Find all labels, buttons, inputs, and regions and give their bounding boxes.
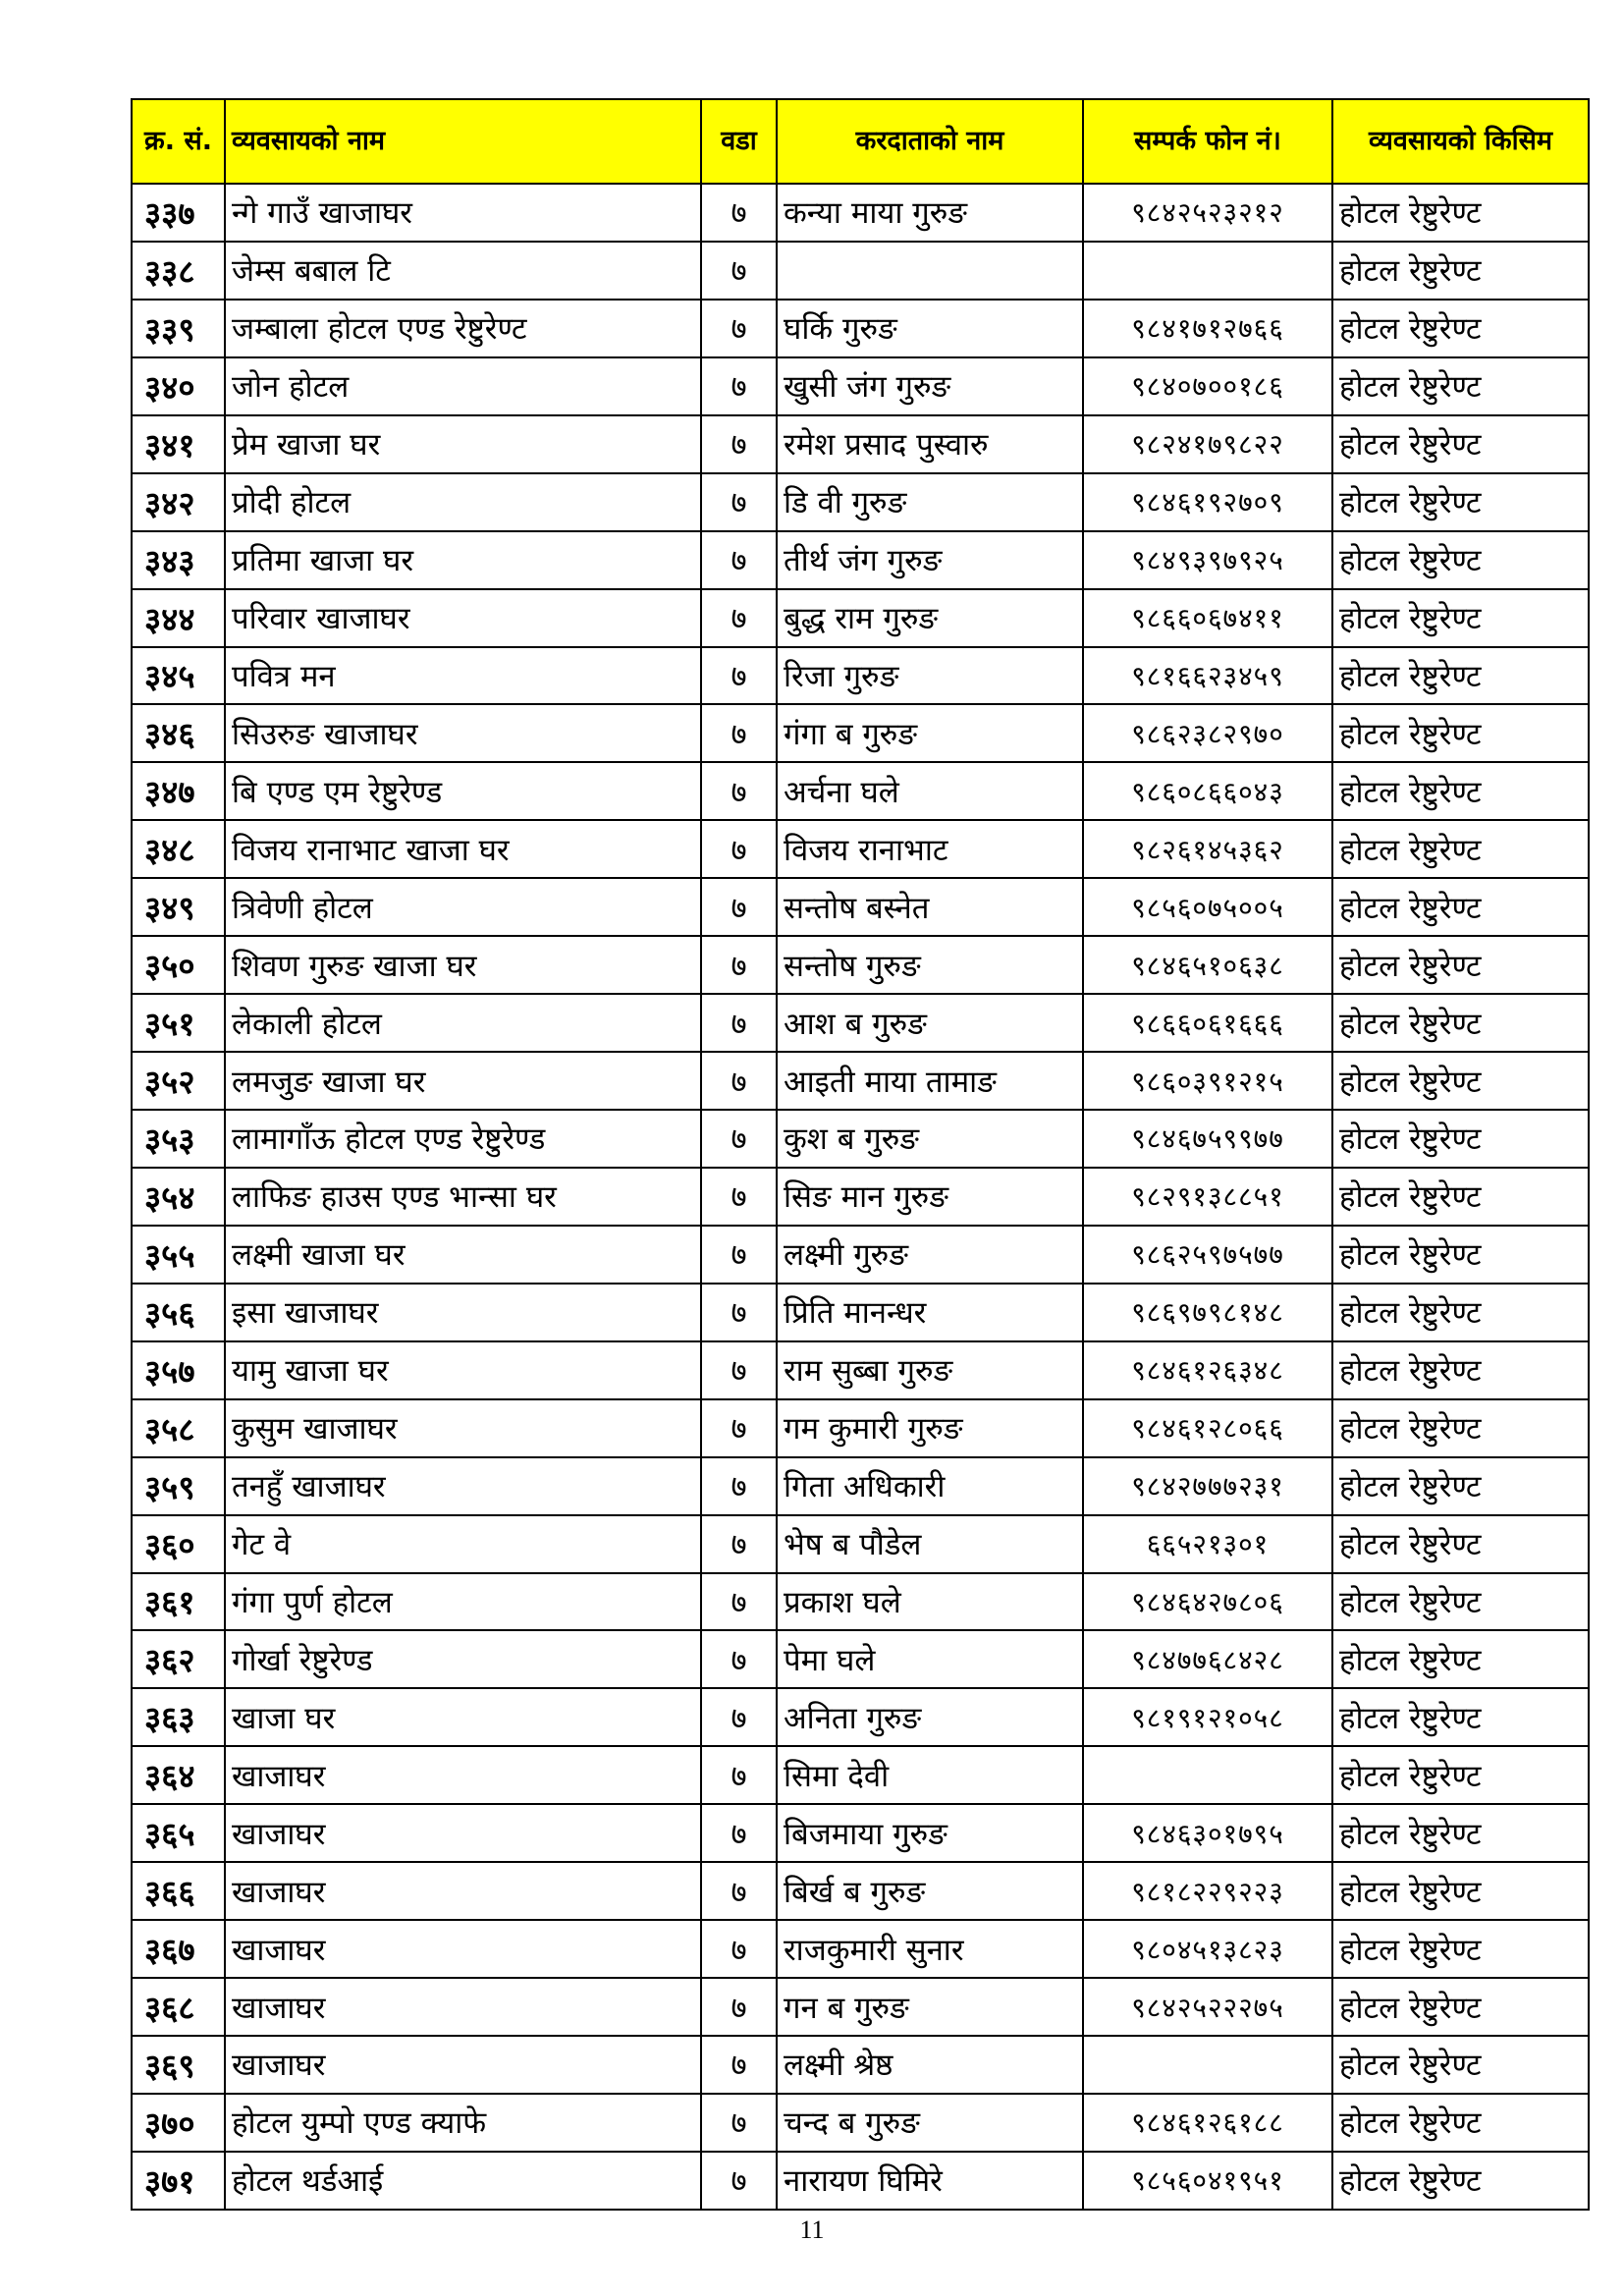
business-name-cell: लक्ष्मी खाजा घर — [225, 1226, 701, 1284]
table-row — [132, 415, 1589, 473]
phone-cell: ९८४६४२७८०६ — [1083, 1573, 1332, 1631]
business-name-cell: इसा खाजाघर — [225, 1284, 701, 1341]
ward-cell: ७ — [701, 357, 777, 415]
ward-cell: ७ — [701, 1920, 777, 1978]
business-name-cell: प्रेम खाजा घर — [225, 415, 701, 473]
business-type-cell: होटल रेष्टुरेण्ट — [1332, 820, 1589, 878]
business-name-cell: जोन होटल — [225, 357, 701, 415]
serial-number-cell: ३४५ — [132, 647, 225, 705]
ward-cell: ७ — [701, 473, 777, 531]
business-name-cell: परिवार खाजाघर — [225, 589, 701, 647]
ward-cell: ७ — [701, 936, 777, 994]
ward-cell: ७ — [701, 2036, 777, 2094]
phone-cell: ९८५६०७५००५ — [1083, 878, 1332, 936]
business-name-cell: होटल थर्डआई — [225, 2152, 701, 2210]
business-name-cell: प्रोदी होटल — [225, 473, 701, 531]
ward-cell: ७ — [701, 762, 777, 820]
ward-cell: ७ — [701, 242, 777, 300]
business-type-cell: होटल रेष्टुरेण्ट — [1332, 1920, 1589, 1978]
header-taxpayer-name: करदाताको नाम — [777, 99, 1083, 184]
serial-number-cell: ३६५ — [132, 1804, 225, 1862]
serial-number-cell: ३३८ — [132, 242, 225, 300]
phone-cell: ९८१८२२९२२३ — [1083, 1862, 1332, 1920]
ward-cell: ७ — [701, 1688, 777, 1746]
business-type-cell: होटल रेष्टुरेण्ट — [1332, 1978, 1589, 2036]
business-type-cell: होटल रेष्टुरेण्ट — [1332, 647, 1589, 705]
business-name-cell: गंगा पुर्ण होटल — [225, 1573, 701, 1631]
serial-number-cell: ३६९ — [132, 2036, 225, 2094]
table-row — [132, 820, 1589, 878]
taxpayer-name-cell: गिता अधिकारी — [777, 1457, 1083, 1515]
serial-number-cell: ३६८ — [132, 1978, 225, 2036]
header-sn: क्र. सं. — [132, 99, 225, 184]
table-row — [132, 242, 1589, 300]
ward-cell: ७ — [701, 1978, 777, 2036]
table-row — [132, 1515, 1589, 1573]
business-type-cell: होटल रेष्टुरेण्ट — [1332, 473, 1589, 531]
business-type-cell: होटल रेष्टुरेण्ट — [1332, 1688, 1589, 1746]
table-header — [132, 99, 1589, 184]
table-row — [132, 531, 1589, 589]
business-type-cell: होटल रेष्टुरेण्ट — [1332, 1168, 1589, 1226]
taxpayer-name-cell: डि वी गुरुङ — [777, 473, 1083, 531]
business-type-cell: होटल रेष्टुरेण्ट — [1332, 1804, 1589, 1862]
business-type-cell: होटल रेष्टुरेण्ट — [1332, 2094, 1589, 2152]
ward-cell: ७ — [701, 820, 777, 878]
taxpayer-name-cell: प्रिति मानन्धर — [777, 1284, 1083, 1341]
business-name-cell: खाजाघर — [225, 1804, 701, 1862]
ward-cell: ७ — [701, 1630, 777, 1688]
business-name-cell: लामागाँऊ होटल एण्ड रेष्टुरेण्ड — [225, 1110, 701, 1168]
taxpayer-name-cell: बिर्ख ब गुरुङ — [777, 1862, 1083, 1920]
table-row — [132, 1284, 1589, 1341]
table-body — [132, 184, 1589, 2210]
business-name-cell: होटल युम्पो एण्ड क्याफे — [225, 2094, 701, 2152]
serial-number-cell: ३५६ — [132, 1284, 225, 1341]
taxpayer-name-cell: राजकुमारी सुनार — [777, 1920, 1083, 1978]
taxpayer-name-cell: विजय रानाभाट — [777, 820, 1083, 878]
business-name-cell: त्रिवेणी होटल — [225, 878, 701, 936]
business-name-cell: खाजाघर — [225, 1920, 701, 1978]
phone-cell: ९८४६१२६१८८ — [1083, 2094, 1332, 2152]
phone-cell: ९८४६७५९९७७ — [1083, 1110, 1332, 1168]
phone-cell: ९८४०७००१८६ — [1083, 357, 1332, 415]
ward-cell: ७ — [701, 300, 777, 357]
taxpayer-name-cell: सन्तोष गुरुङ — [777, 936, 1083, 994]
header-row — [132, 99, 1589, 184]
ward-cell: ७ — [701, 415, 777, 473]
header-business-type: व्यवसायको किसिम — [1332, 99, 1589, 184]
serial-number-cell: ३५४ — [132, 1168, 225, 1226]
business-type-cell: होटल रेष्टुरेण्ट — [1332, 704, 1589, 762]
phone-cell: ९८६०८६६०४३ — [1083, 762, 1332, 820]
serial-number-cell: ३६४ — [132, 1746, 225, 1804]
business-name-cell: प्रतिमा खाजा घर — [225, 531, 701, 589]
business-name-cell: सिउरुङ खाजाघर — [225, 704, 701, 762]
business-type-cell: होटल रेष्टुरेण्ट — [1332, 415, 1589, 473]
table-row — [132, 1573, 1589, 1631]
serial-number-cell: ३३७ — [132, 184, 225, 242]
ward-cell: ७ — [701, 1457, 777, 1515]
taxpayer-name-cell: कन्या माया गुरुङ — [777, 184, 1083, 242]
phone-cell: ९८६९७९८१४८ — [1083, 1284, 1332, 1341]
phone-cell: ९८४६१२८०६६ — [1083, 1399, 1332, 1457]
ward-cell: ७ — [701, 1804, 777, 1862]
serial-number-cell: ३४० — [132, 357, 225, 415]
phone-cell: ९८४१७१२७६६ — [1083, 300, 1332, 357]
serial-number-cell: ३४८ — [132, 820, 225, 878]
taxpayer-name-cell: तीर्थ जंग गुरुङ — [777, 531, 1083, 589]
header-business-name: व्यवसायको नाम — [225, 99, 701, 184]
business-name-cell: कुसुम खाजाघर — [225, 1399, 701, 1457]
business-name-cell: गेट वे — [225, 1515, 701, 1573]
ward-cell: ७ — [701, 2152, 777, 2210]
table-row — [132, 1746, 1589, 1804]
serial-number-cell: ३५१ — [132, 994, 225, 1052]
table-row — [132, 1804, 1589, 1862]
business-name-cell: न्गे गाउँ खाजाघर — [225, 184, 701, 242]
table-row — [132, 357, 1589, 415]
header-phone: सम्पर्क फोन नं। — [1083, 99, 1332, 184]
table-row — [132, 1630, 1589, 1688]
phone-cell: ९८४६५१०६३८ — [1083, 936, 1332, 994]
table-row — [132, 1920, 1589, 1978]
serial-number-cell: ३६३ — [132, 1688, 225, 1746]
ward-cell: ७ — [701, 1226, 777, 1284]
taxpayer-name-cell: घर्कि गुरुङ — [777, 300, 1083, 357]
table-row — [132, 1457, 1589, 1515]
business-name-cell: खाजाघर — [225, 2036, 701, 2094]
business-name-cell: खाजा घर — [225, 1688, 701, 1746]
table-row — [132, 184, 1589, 242]
business-name-cell: लमजुङ खाजा घर — [225, 1052, 701, 1110]
business-type-cell: होटल रेष्टुरेण्ट — [1332, 1110, 1589, 1168]
ward-cell: ७ — [701, 2094, 777, 2152]
taxpayer-name-cell: लक्ष्मी श्रेष्ठ — [777, 2036, 1083, 2094]
serial-number-cell: ३५५ — [132, 1226, 225, 1284]
business-name-cell: गोर्खा रेष्टुरेण्ड — [225, 1630, 701, 1688]
business-type-cell: होटल रेष्टुरेण्ट — [1332, 531, 1589, 589]
taxpayer-name-cell: राम सुब्बा गुरुङ — [777, 1341, 1083, 1399]
serial-number-cell: ३३९ — [132, 300, 225, 357]
business-type-cell: होटल रेष्टुरेण्ट — [1332, 994, 1589, 1052]
business-type-cell: होटल रेष्टुरेण्ट — [1332, 1630, 1589, 1688]
business-type-cell: होटल रेष्टुरेण्ट — [1332, 2036, 1589, 2094]
serial-number-cell: ३५२ — [132, 1052, 225, 1110]
table-row — [132, 300, 1589, 357]
serial-number-cell: ३६० — [132, 1515, 225, 1573]
serial-number-cell: ३६७ — [132, 1920, 225, 1978]
taxpayer-name-cell: कुश ब गुरुङ — [777, 1110, 1083, 1168]
phone-cell: ९८६६०६१६६६ — [1083, 994, 1332, 1052]
taxpayer-name-cell: नारायण घिमिरे — [777, 2152, 1083, 2210]
taxpayer-name-cell: गंगा ब गुरुङ — [777, 704, 1083, 762]
taxpayer-name-cell: गम कुमारी गुरुङ — [777, 1399, 1083, 1457]
table-row — [132, 589, 1589, 647]
ward-cell: ७ — [701, 1862, 777, 1920]
taxpayer-name-cell: सिङ मान गुरुङ — [777, 1168, 1083, 1226]
business-type-cell: होटल रेष्टुरेण्ट — [1332, 1515, 1589, 1573]
table-row — [132, 1688, 1589, 1746]
phone-cell: ९८१६६२३४५९ — [1083, 647, 1332, 705]
taxpayer-name-cell: खुसी जंग गुरुङ — [777, 357, 1083, 415]
ward-cell: ७ — [701, 1515, 777, 1573]
table-row — [132, 1862, 1589, 1920]
business-type-cell: होटल रेष्टुरेण्ट — [1332, 1573, 1589, 1631]
table-row — [132, 762, 1589, 820]
phone-cell: ९८४२५२२२७५ — [1083, 1978, 1332, 2036]
phone-cell: ९८५६०४१९५१ — [1083, 2152, 1332, 2210]
business-register-table — [131, 98, 1590, 2211]
header-ward: वडा — [701, 99, 777, 184]
serial-number-cell: ३५७ — [132, 1341, 225, 1399]
table-row — [132, 1110, 1589, 1168]
serial-number-cell: ३७१ — [132, 2152, 225, 2210]
business-type-cell: होटल रेष्टुरेण्ट — [1332, 357, 1589, 415]
phone-cell: ९८४२५२३२१२ — [1083, 184, 1332, 242]
table-row — [132, 1168, 1589, 1226]
serial-number-cell: ३५० — [132, 936, 225, 994]
business-name-cell: लाफिङ हाउस एण्ड भान्सा घर — [225, 1168, 701, 1226]
ward-cell: ७ — [701, 1052, 777, 1110]
taxpayer-name-cell: आइती माया तामाङ — [777, 1052, 1083, 1110]
phone-cell: ९८६०३९१२१५ — [1083, 1052, 1332, 1110]
serial-number-cell: ३६२ — [132, 1630, 225, 1688]
table-row — [132, 994, 1589, 1052]
phone-cell: ९८४६१९२७०९ — [1083, 473, 1332, 531]
business-type-cell: होटल रेष्टुरेण्ट — [1332, 1052, 1589, 1110]
serial-number-cell: ३७० — [132, 2094, 225, 2152]
taxpayer-name-cell: बिजमाया गुरुङ — [777, 1804, 1083, 1862]
serial-number-cell: ३४१ — [132, 415, 225, 473]
business-type-cell: होटल रेष्टुरेण्ट — [1332, 762, 1589, 820]
ward-cell: ७ — [701, 1573, 777, 1631]
taxpayer-name-cell: लक्ष्मी गुरुङ — [777, 1226, 1083, 1284]
business-name-cell: खाजाघर — [225, 1978, 701, 2036]
ward-cell: ७ — [701, 531, 777, 589]
phone-cell: ९८४९३९७९२५ — [1083, 531, 1332, 589]
taxpayer-name-cell — [777, 242, 1083, 300]
table-row — [132, 647, 1589, 705]
table-row — [132, 2094, 1589, 2152]
business-type-cell: होटल रेष्टुरेण्ट — [1332, 1746, 1589, 1804]
ward-cell: ७ — [701, 1110, 777, 1168]
serial-number-cell: ३६१ — [132, 1573, 225, 1631]
business-type-cell: होटल रेष्टुरेण्ट — [1332, 242, 1589, 300]
ward-cell: ७ — [701, 994, 777, 1052]
serial-number-cell: ३४९ — [132, 878, 225, 936]
business-name-cell: पवित्र मन — [225, 647, 701, 705]
table-row — [132, 473, 1589, 531]
serial-number-cell: ३६६ — [132, 1862, 225, 1920]
taxpayer-name-cell: सिमा देवी — [777, 1746, 1083, 1804]
phone-cell: ९८४६३०१७९५ — [1083, 1804, 1332, 1862]
business-name-cell: लेकाली होटल — [225, 994, 701, 1052]
taxpayer-name-cell: आश ब गुरुङ — [777, 994, 1083, 1052]
table-row — [132, 1052, 1589, 1110]
taxpayer-name-cell: गन ब गुरुङ — [777, 1978, 1083, 2036]
ward-cell: ७ — [701, 647, 777, 705]
phone-cell: ९८६२३८२९७० — [1083, 704, 1332, 762]
ward-cell: ७ — [701, 878, 777, 936]
business-name-cell: विजय रानाभाट खाजा घर — [225, 820, 701, 878]
serial-number-cell: ३४७ — [132, 762, 225, 820]
business-type-cell: होटल रेष्टुरेण्ट — [1332, 2152, 1589, 2210]
phone-cell: ९८२९१३८८५१ — [1083, 1168, 1332, 1226]
taxpayer-name-cell: पेमा घले — [777, 1630, 1083, 1688]
table-row — [132, 1341, 1589, 1399]
phone-cell: ९८४२७७७२३१ — [1083, 1457, 1332, 1515]
serial-number-cell: ३५८ — [132, 1399, 225, 1457]
serial-number-cell: ३५३ — [132, 1110, 225, 1168]
ward-cell: ७ — [701, 1399, 777, 1457]
business-type-cell: होटल रेष्टुरेण्ट — [1332, 1226, 1589, 1284]
ward-cell: ७ — [701, 1746, 777, 1804]
business-name-cell: यामु खाजा घर — [225, 1341, 701, 1399]
business-type-cell: होटल रेष्टुरेण्ट — [1332, 1399, 1589, 1457]
ward-cell: ७ — [701, 184, 777, 242]
business-type-cell: होटल रेष्टुरेण्ट — [1332, 936, 1589, 994]
serial-number-cell: ३४६ — [132, 704, 225, 762]
phone-cell: ९८०४५१३८२३ — [1083, 1920, 1332, 1978]
business-name-cell: खाजाघर — [225, 1746, 701, 1804]
table-row — [132, 704, 1589, 762]
ward-cell: ७ — [701, 1284, 777, 1341]
phone-cell: ९८४७७६८४२८ — [1083, 1630, 1332, 1688]
business-name-cell: जम्बाला होटल एण्ड रेष्टुरेण्ट — [225, 300, 701, 357]
business-name-cell: शिवण गुरुङ खाजा घर — [225, 936, 701, 994]
business-type-cell: होटल रेष्टुरेण्ट — [1332, 1457, 1589, 1515]
table-row — [132, 1399, 1589, 1457]
business-type-cell: होटल रेष्टुरेण्ट — [1332, 878, 1589, 936]
business-type-cell: होटल रेष्टुरेण्ट — [1332, 1341, 1589, 1399]
serial-number-cell: ३४२ — [132, 473, 225, 531]
business-name-cell: बि एण्ड एम रेष्टुरेण्ड — [225, 762, 701, 820]
phone-cell: ९८१९१२१०५८ — [1083, 1688, 1332, 1746]
ward-cell: ७ — [701, 1341, 777, 1399]
table-row — [132, 936, 1589, 994]
business-name-cell: जेम्स बबाल टि — [225, 242, 701, 300]
business-name-cell: खाजाघर — [225, 1862, 701, 1920]
phone-cell: ९८२६१४५३६२ — [1083, 820, 1332, 878]
taxpayer-name-cell: रिजा गुरुङ — [777, 647, 1083, 705]
business-type-cell: होटल रेष्टुरेण्ट — [1332, 184, 1589, 242]
ward-cell: ७ — [701, 1168, 777, 1226]
table-row — [132, 1978, 1589, 2036]
phone-cell: ६६५२१३०१ — [1083, 1515, 1332, 1573]
taxpayer-name-cell: अर्चना घले — [777, 762, 1083, 820]
business-type-cell: होटल रेष्टुरेण्ट — [1332, 1284, 1589, 1341]
business-name-cell: तनहुँ खाजाघर — [225, 1457, 701, 1515]
taxpayer-name-cell: रमेश प्रसाद पुस्वारु — [777, 415, 1083, 473]
taxpayer-name-cell: चन्द ब गुरुङ — [777, 2094, 1083, 2152]
taxpayer-name-cell: बुद्ध राम गुरुङ — [777, 589, 1083, 647]
serial-number-cell: ३५९ — [132, 1457, 225, 1515]
business-type-cell: होटल रेष्टुरेण्ट — [1332, 1862, 1589, 1920]
serial-number-cell: ३४३ — [132, 531, 225, 589]
phone-cell: ९८४६१२६३४८ — [1083, 1341, 1332, 1399]
phone-cell — [1083, 242, 1332, 300]
taxpayer-name-cell: भेष ब पौडेल — [777, 1515, 1083, 1573]
business-type-cell: होटल रेष्टुरेण्ट — [1332, 300, 1589, 357]
table-row — [132, 878, 1589, 936]
phone-cell: ९८६६०६७४११ — [1083, 589, 1332, 647]
taxpayer-name-cell: सन्तोष बस्नेत — [777, 878, 1083, 936]
taxpayer-name-cell: प्रकाश घले — [777, 1573, 1083, 1631]
phone-cell — [1083, 2036, 1332, 2094]
ward-cell: ७ — [701, 704, 777, 762]
table-row — [132, 1226, 1589, 1284]
page-number: 11 — [799, 2215, 825, 2244]
phone-cell: ९८६२५९७५७७ — [1083, 1226, 1332, 1284]
table-row — [132, 2152, 1589, 2210]
ward-cell: ७ — [701, 589, 777, 647]
phone-cell: ९८२४१७९८२२ — [1083, 415, 1332, 473]
business-type-cell: होटल रेष्टुरेण्ट — [1332, 589, 1589, 647]
table-row — [132, 2036, 1589, 2094]
serial-number-cell: ३४४ — [132, 589, 225, 647]
taxpayer-name-cell: अनिता गुरुङ — [777, 1688, 1083, 1746]
phone-cell — [1083, 1746, 1332, 1804]
